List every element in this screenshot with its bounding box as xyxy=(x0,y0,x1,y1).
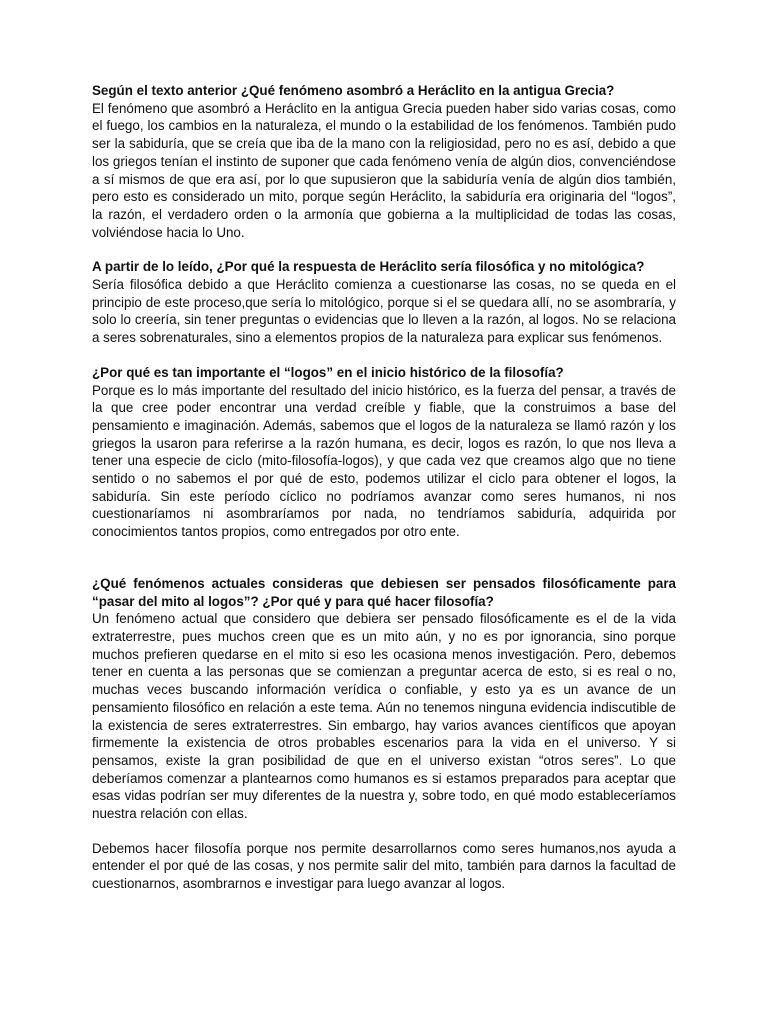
paragraph-spacer xyxy=(92,823,676,840)
section-3 xyxy=(92,364,676,541)
section-1 xyxy=(92,82,676,241)
answer-paragraph: Sería filosófica debido a que Heráclito comienza a cuestionarse las cosas, no se queda en el principio de este proceso,que sería lo mitológico, porque si el se quedara allí, no se asombraría, y solo lo creería, sin tener preguntas o evidencias que lo lleven a la razón, al logos. No se relaciona a seres sobrenaturales, sino a elementos propios de la naturaleza para explicar sus fenómenos. xyxy=(92,277,676,346)
paragraph-spacer xyxy=(92,241,676,258)
answer-paragraph: Un fenómeno actual que considero que debiera ser pensado filosóficamente es el de la vida extraterrestre, pues muchos creen que es un mito aún, y no es por ignorancia, sino porque muchos prefieren quedarse en el mito si eso les ocasiona menos investigación. Pero, debemos tener en cuenta a las personas que se comienzan a preguntar acerca de esto, si es real o no, muchas veces buscando información verídica o confiable, y esto ya es un avance de un pensamiento filosófico en relación a este tema. Aún no tenemos ninguna evidencia indiscutible de la existencia de seres extraterrestres. Sin embargo, hay varios avances científicos que apoyan firmemente la existencia de otros probables escenarios para la vida en el universo. Y si pensamos, existe la gran posibilidad de que en el universo existan “otros seres”. Lo que deberíamos comenzar a plantearnos como humanos es si estamos preparados para aceptar que esas vidas podrían ser muy diferentes de la nuestra y, sobre todo, en qué modo estableceríamos nuestra relación con ellas. xyxy=(92,611,676,822)
paragraph-spacer xyxy=(92,541,676,575)
answer-paragraph-2: Debemos hacer filosofía porque nos permite desarrollarnos como seres humanos,nos ayuda a entender el por qué de las cosas, y nos permite salir del mito, también para darnos la facultad de cuestionarnos, asombrarnos e investigar para luego avanzar al logos. xyxy=(92,840,676,892)
question-heading: Según el texto anterior ¿Qué fenómeno asombró a Heráclito en la antigua Grecia? xyxy=(92,83,615,98)
answer-paragraph: El fenómeno que asombró a Heráclito en la antigua Grecia pueden haber sido varias cosas, como el fuego, los cambios en la naturaleza, el mundo o la estabilidad de los fenómenos. También pudo ser la sabiduría, que se creía que iba de la mano con la religiosidad, pero no es así, debido a que los griegos tenían el instinto de suponer que cada fenómeno venía de algún dios, convenciéndose a sí mismos de que era así, por lo que supusieron que la sabiduría venía de algún dios también, pero esto es considerado un mito, porque según Heráclito, la sabiduría era originaria del “logos”, la razón, el verdadero orden o la armonía que gobierna a la multiplicidad de todas las cosas, volviéndose hacia lo Uno. xyxy=(92,100,676,240)
question-heading: ¿Qué fenómenos actuales consideras que debiesen ser pensados filosóficamente para “pasar del mito al logos”? ¿Por qué y para qué hacer filosofía? xyxy=(92,575,676,609)
question-heading: A partir de lo leído, ¿Por qué la respuesta de Heráclito sería filosófica y no mitológica? xyxy=(92,259,645,275)
question-heading: ¿Por qué es tan importante el “logos” en el inicio histórico de la filosofía? xyxy=(92,364,564,380)
paragraph-spacer xyxy=(92,347,676,364)
section-4 xyxy=(92,575,676,893)
answer-paragraph: Porque es lo más importante del resultado del inicio histórico, es la fuerza del pensar, a través de la que cree poder encontrar una verdad creíble y fiable, que la construimos a base del pensamiento e imaginación. Además, sabemos que el logos de la naturaleza se llamó razón y los griegos la usaron para referirse a la razón humana, es decir, logos es razón, lo que nos lleva a tener una especie de ciclo (mito-filosofía-logos), y que cada vez que creamos algo que no tiene sentido o no sabemos el por qué de esto, podemos utilizar el ciclo para obtener el logos, la sabiduría. Sin este período cíclico no podríamos avanzar como seres humanos, ni nos cuestionaríamos ni asombraríamos por nada, no tendríamos sabiduría, adquirida por conocimientos tantos propios, como entregados por otro ente. xyxy=(92,382,676,540)
section-2 xyxy=(92,258,676,347)
